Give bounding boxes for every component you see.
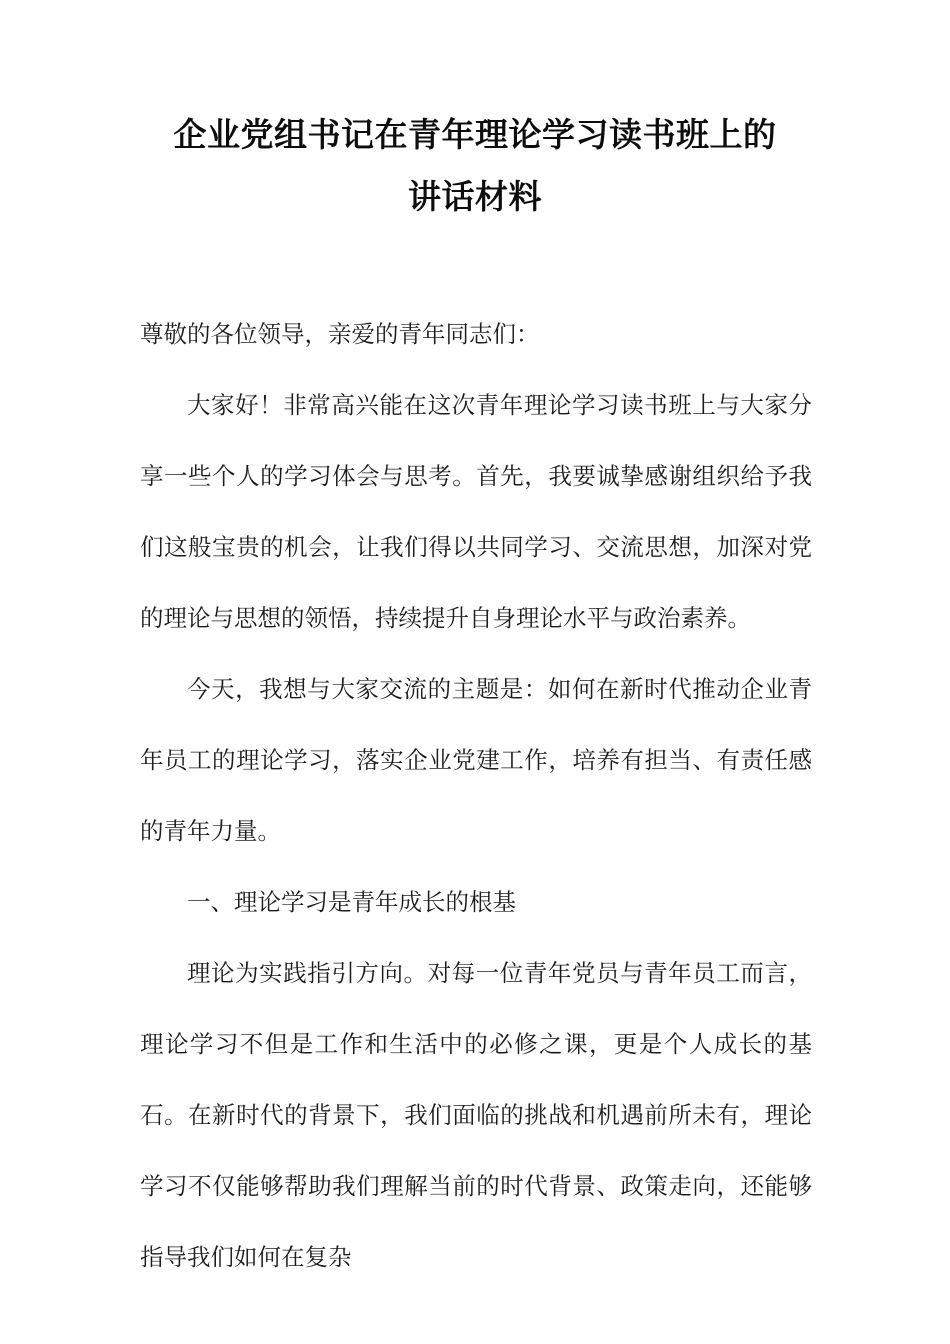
document-body xyxy=(140,300,812,1294)
body-paragraph-2: 今天，我想与大家交流的主题是：如何在新时代推动企业青年员工的理论学习，落实企业党建工作，培养有担当、有责任感的青年力量。 xyxy=(140,677,812,845)
document-title-line-2: 讲话材料 xyxy=(408,177,542,216)
document-title-line-1: 企业党组书记在青年理论学习读书班上的 xyxy=(173,115,777,154)
section-heading-1: 一、理论学习是青年成长的根基 xyxy=(187,890,516,916)
body-paragraph-3: 理论为实践指引方向。对每一位青年党员与青年员工而言，理论学习不但是工作和生活中的必修之课，更是个人成长的基石。在新时代的背景下，我们面临的挑战和机遇前所未有，理论学习不仅能够帮助我们理解当前的时代背景、政策走向，还能够指导我们如何在复杂 xyxy=(140,961,812,1271)
document-title xyxy=(140,104,810,228)
salutation-paragraph: 尊敬的各位领导，亲爱的青年同志们： xyxy=(140,322,540,348)
body-paragraph-1: 大家好！非常高兴能在这次青年理论学习读书班上与大家分享一些个人的学习体会与思考。首先，我要诚挚感谢组织给予我们这般宝贵的机会，让我们得以共同学习、交流思想，加深对党的理论与思想的领悟，持续提升自身理论水平与政治素养。 xyxy=(140,393,812,632)
